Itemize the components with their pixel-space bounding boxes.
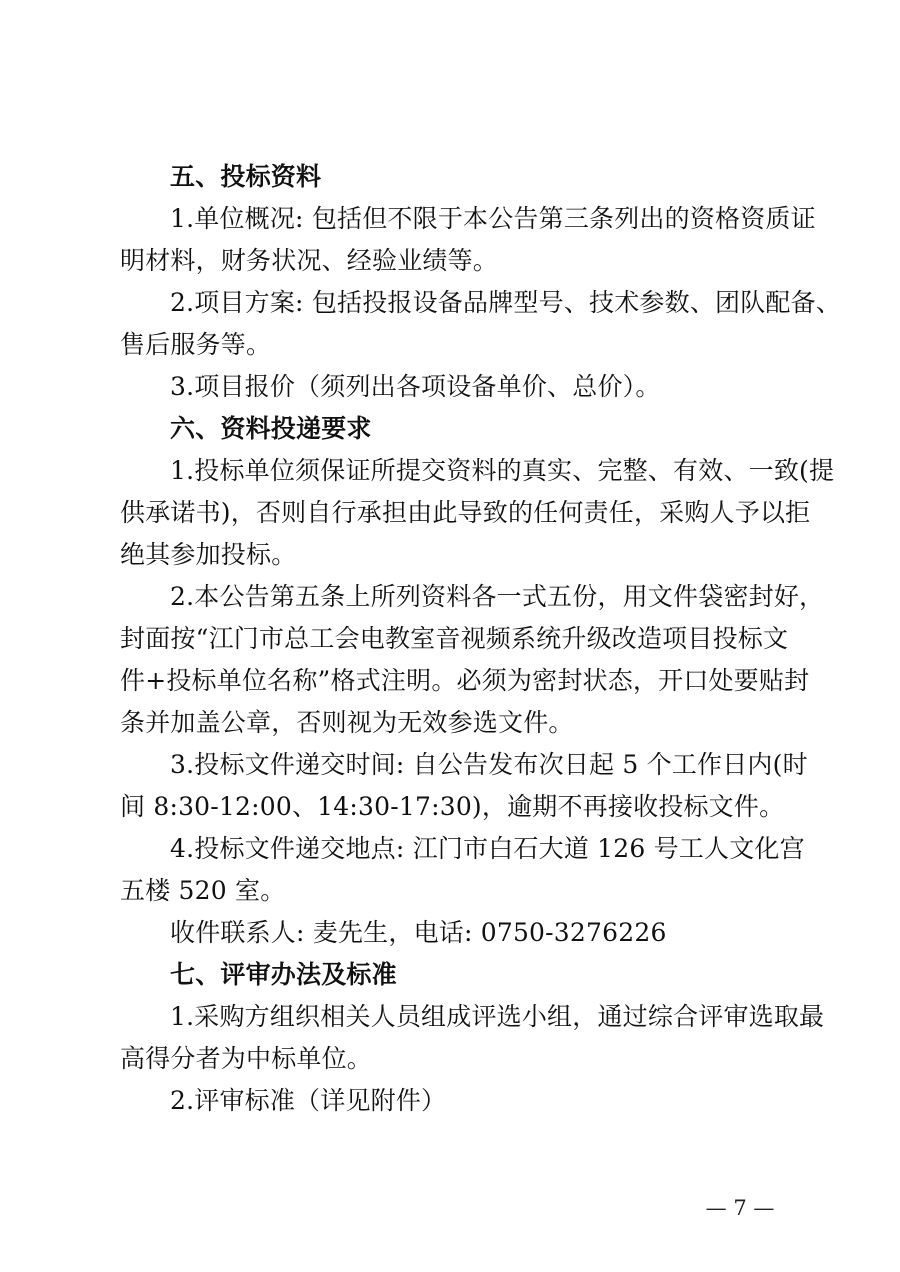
paragraph-line: 间 8:30-12:00、14:30-17:30)，逾期不再接收投标文件。 xyxy=(120,792,785,821)
paragraph-line: 封面按“江门市总工会电教室音视频系统升级改造项目投标文 xyxy=(120,624,789,653)
paragraph-line: 五楼 520 室。 xyxy=(120,876,286,905)
paragraph-line: 条并加盖公章，否则视为无效参选文件。 xyxy=(120,708,574,737)
paragraph-line: 1.投标单位须保证所提交资料的真实、完整、有效、一致(提 xyxy=(170,456,835,485)
section-heading: 五、投标资料 xyxy=(170,162,322,191)
paragraph-line: 3.投标文件递交时间: 自公告发布次日起 5 个工作日内(时 xyxy=(170,750,808,779)
paragraph-line: 4.投标文件递交地点: 江门市白石大道 126 号工人文化宫 xyxy=(170,834,805,863)
paragraph-line: 2.评审标准（详见附件） xyxy=(170,1086,447,1115)
paragraph-line: 售后服务等。 xyxy=(120,330,272,359)
section-heading: 六、资料投递要求 xyxy=(170,414,372,443)
paragraph-line: 件+投标单位名称”格式注明。必须为密封状态，开口处要贴封 xyxy=(120,666,810,695)
paragraph-line: 1.采购方组织相关人员组成评选小组，通过综合评审选取最 xyxy=(170,1002,825,1031)
paragraph-line: 明材料，财务状况、经验业绩等。 xyxy=(120,246,499,275)
paragraph-line: 绝其参加投标。 xyxy=(120,540,297,569)
paragraph-line: 高得分者为中标单位。 xyxy=(120,1044,373,1073)
page-number: — 7 — xyxy=(705,1196,775,1220)
contact-line: 收件联系人: 麦先生，电话: 0750-3276226 xyxy=(170,918,667,947)
paragraph-line: 供承诺书)，否则自行承担由此导致的任何责任，采购人予以拒 xyxy=(120,498,811,527)
document-body xyxy=(120,156,842,1122)
paragraph-line: 1.单位概况: 包括但不限于本公告第三条列出的资格资质证 xyxy=(170,204,816,233)
section-heading: 七、评审办法及标准 xyxy=(170,960,397,989)
paragraph-line: 2.项目方案: 包括投报设备品牌型号、技术参数、团队配备、 xyxy=(170,288,842,317)
paragraph-line: 3.项目报价（须列出各项设备单价、总价）。 xyxy=(170,372,661,401)
paragraph-line: 2.本公告第五条上所列资料各一式五份，用文件袋密封好， xyxy=(170,582,825,611)
